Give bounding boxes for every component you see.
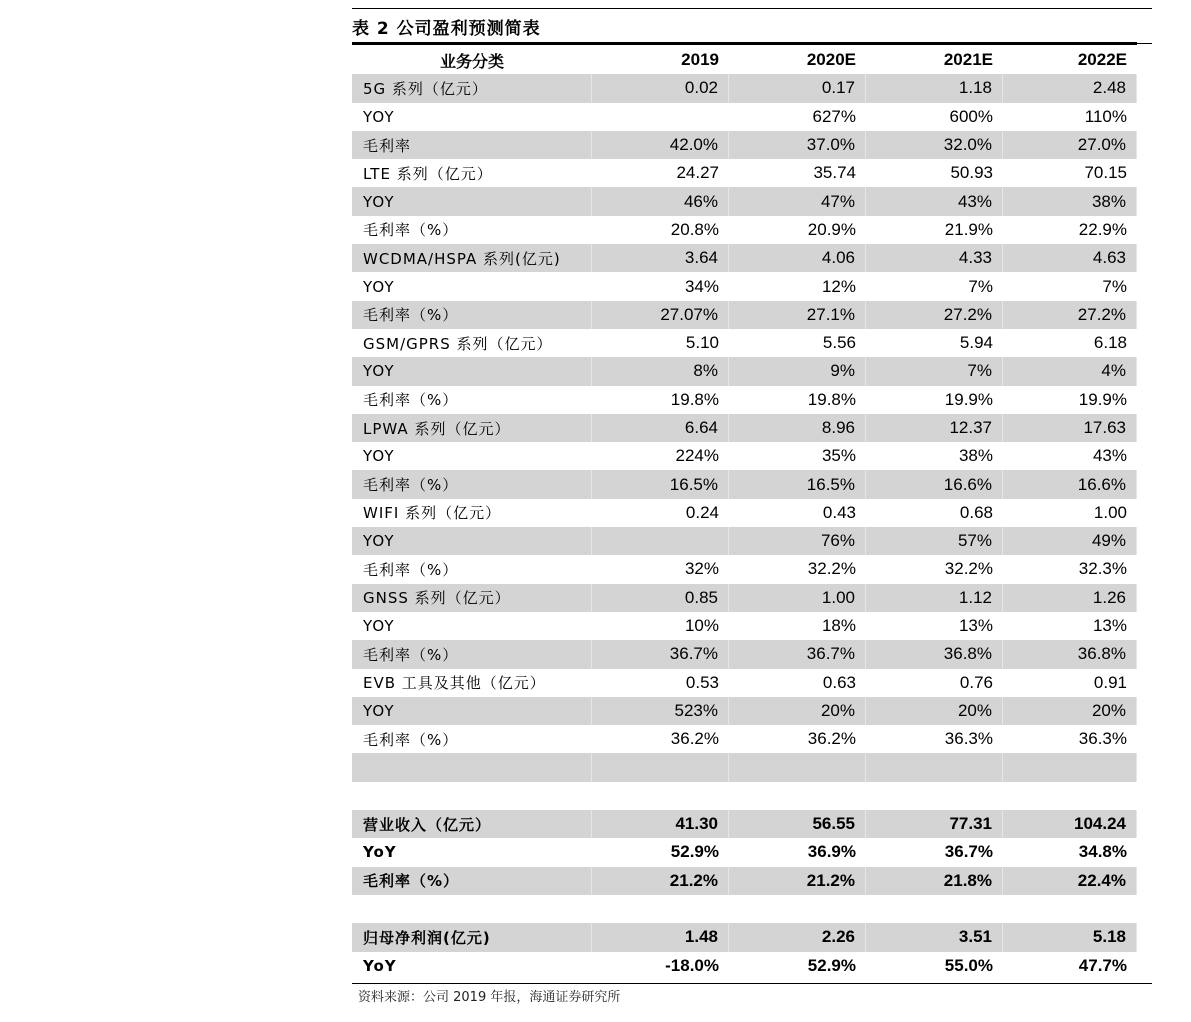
row-value-cell: 41.30 — [592, 810, 729, 838]
header-category: 业务分类 — [439, 51, 504, 71]
row-value-cell: 46% — [592, 187, 729, 215]
row-label: YOY — [363, 107, 395, 126]
table-title: 表 2 公司盈利预测简表 — [352, 19, 541, 39]
table-row — [352, 669, 1137, 697]
row-value-cell: 52.9% — [670, 842, 719, 862]
row-value-cell: 0.85 — [592, 584, 729, 612]
row-value-cell: 24.27 — [676, 163, 719, 183]
row-value-cell: 16.5% — [729, 470, 866, 498]
row-value-cell: 47.7% — [1078, 955, 1127, 975]
row-value-cell: 27.2% — [1003, 301, 1137, 329]
row-label: 毛利率 — [352, 131, 592, 159]
header-2019: 2019 — [681, 50, 719, 70]
table-row — [352, 612, 1137, 640]
table-row — [352, 357, 1137, 385]
row-value-cell — [592, 753, 729, 781]
row-label: 毛利率（%） — [363, 391, 459, 410]
row-value-cell: 4% — [1003, 357, 1137, 385]
row-value-cell: 20.9% — [807, 219, 856, 239]
row-value-cell: 47% — [729, 187, 866, 215]
row-value-cell: 77.31 — [866, 810, 1003, 838]
table-row — [352, 386, 1137, 414]
row-value-cell — [592, 782, 729, 810]
table-row — [352, 697, 1137, 725]
row-value-cell: 1.12 — [866, 584, 1003, 612]
row-label: YoY — [363, 956, 397, 975]
row-value-cell: 12.37 — [866, 414, 1003, 442]
row-value-cell: 38% — [1003, 187, 1137, 215]
row-label: WCDMA/HSPA 系列(亿元) — [352, 244, 592, 272]
row-value-cell — [866, 753, 1003, 781]
row-value-cell: 27.07% — [592, 301, 729, 329]
row-value-cell: 523% — [592, 697, 729, 725]
table-row — [352, 838, 1137, 866]
row-value-cell: 5.18 — [1003, 923, 1137, 951]
row-value-cell: 5.10 — [685, 333, 719, 353]
row-value-cell: 0.17 — [729, 74, 866, 102]
row-label: GNSS 系列（亿元） — [352, 584, 592, 612]
row-label: YOY — [352, 697, 592, 725]
row-value-cell — [729, 782, 866, 810]
row-label — [352, 753, 592, 781]
row-value-cell: 6.18 — [1093, 333, 1127, 353]
row-value-cell: 36.9% — [807, 842, 856, 862]
row-value-cell: 36.2% — [807, 729, 856, 749]
table-row — [352, 640, 1137, 668]
row-label: YOY — [363, 617, 395, 636]
row-value-cell: 600% — [949, 106, 993, 126]
table-row — [352, 442, 1137, 470]
row-value-cell — [866, 895, 1003, 923]
row-value-cell: 13% — [1092, 616, 1127, 636]
row-value-cell: 0.43 — [822, 502, 856, 522]
row-label — [352, 895, 592, 923]
row-value-cell: 0.91 — [1093, 672, 1127, 692]
header-2022e: 2022E — [1077, 50, 1127, 70]
row-value-cell: 32.3% — [1078, 559, 1127, 579]
row-value-cell: 12% — [821, 276, 856, 296]
row-value-cell: 104.24 — [1003, 810, 1137, 838]
row-label: WIFI 系列（亿元） — [363, 504, 502, 523]
table-row — [352, 159, 1137, 187]
row-label: 营业收入（亿元） — [352, 810, 592, 838]
row-value-cell: 32.0% — [866, 131, 1003, 159]
row-value-cell: 224% — [675, 446, 719, 466]
row-value-cell: 34% — [684, 276, 719, 296]
row-value-cell — [1003, 895, 1137, 923]
row-label: YOY — [363, 277, 395, 296]
row-value-cell: 42.0% — [592, 131, 729, 159]
row-value-cell: 1.26 — [1003, 584, 1137, 612]
table-row — [352, 499, 1137, 527]
row-value-cell: 50.93 — [950, 163, 993, 183]
row-value-cell: 6.64 — [592, 414, 729, 442]
row-value-cell: 35.74 — [813, 163, 856, 183]
row-value-cell: 21.2% — [729, 867, 866, 895]
table-row — [352, 895, 1137, 923]
row-value-cell: 17.63 — [1003, 414, 1137, 442]
row-value-cell: 32.2% — [807, 559, 856, 579]
table-row — [352, 74, 1137, 102]
table-header-row — [352, 46, 1137, 74]
row-value-cell: 18% — [821, 616, 856, 636]
row-value-cell: 3.51 — [866, 923, 1003, 951]
row-value-cell: 22.9% — [1078, 219, 1127, 239]
row-value-cell: 36.8% — [866, 640, 1003, 668]
row-value-cell: 10% — [684, 616, 719, 636]
table-row — [352, 470, 1137, 498]
row-value-cell — [729, 895, 866, 923]
table-row — [352, 414, 1137, 442]
row-value-cell: 36.3% — [944, 729, 993, 749]
row-value-cell: 36.2% — [670, 729, 719, 749]
row-value-cell: 37.0% — [729, 131, 866, 159]
row-value-cell — [866, 782, 1003, 810]
table-row — [352, 272, 1137, 300]
row-value-cell: 36.7% — [729, 640, 866, 668]
row-value-cell: 49% — [1003, 527, 1137, 555]
source-note: 资料来源：公司 2019 年报，海通证券研究所 — [358, 990, 621, 1005]
bottom-rule — [352, 983, 1152, 984]
row-value-cell — [1003, 782, 1137, 810]
row-value-cell: 7% — [866, 357, 1003, 385]
table-row — [352, 782, 1137, 810]
row-value-cell — [1003, 753, 1137, 781]
row-value-cell: 110% — [1084, 106, 1127, 126]
row-value-cell: 36.3% — [1078, 729, 1127, 749]
row-label: GSM/GPRS 系列（亿元） — [363, 334, 553, 353]
table-row — [352, 131, 1137, 159]
row-label: 毛利率（%） — [352, 301, 592, 329]
header-2020e: 2020E — [806, 50, 856, 70]
row-value-cell: 16.6% — [1003, 470, 1137, 498]
table-row — [352, 244, 1137, 272]
row-value-cell: 5.94 — [959, 333, 993, 353]
row-value-cell: 36.8% — [1003, 640, 1137, 668]
row-value-cell: 5.56 — [822, 333, 856, 353]
row-value-cell: 43% — [866, 187, 1003, 215]
row-value-cell: 43% — [1092, 446, 1127, 466]
table-row — [352, 329, 1137, 357]
row-value-cell: 20% — [866, 697, 1003, 725]
row-value-cell: 20% — [729, 697, 866, 725]
row-value-cell: 13% — [958, 616, 993, 636]
top-rule — [352, 8, 1152, 9]
row-value-cell: 55.0% — [944, 955, 993, 975]
row-value-cell: 27.1% — [729, 301, 866, 329]
table-row — [352, 952, 1137, 980]
table-row — [352, 555, 1137, 583]
row-value-cell: 19.8% — [807, 389, 856, 409]
table-row — [352, 810, 1137, 838]
row-value-cell: 8% — [592, 357, 729, 385]
row-value-cell: 21.9% — [944, 219, 993, 239]
table-row — [352, 216, 1137, 244]
row-label: 归母净利润(亿元) — [352, 923, 592, 951]
table-row — [352, 923, 1137, 951]
row-value-cell: 36.7% — [944, 842, 993, 862]
row-value-cell: 8.96 — [729, 414, 866, 442]
row-value-cell: 56.55 — [729, 810, 866, 838]
row-value-cell: 0.76 — [959, 672, 993, 692]
row-value-cell: 0.68 — [959, 502, 993, 522]
row-value-cell — [592, 103, 729, 131]
row-value-cell: 52.9% — [807, 955, 856, 975]
row-value-cell: 20% — [1003, 697, 1137, 725]
row-value-cell: 0.53 — [685, 672, 719, 692]
row-label: YOY — [352, 527, 592, 555]
row-value-cell: 76% — [729, 527, 866, 555]
row-value-cell: 4.33 — [866, 244, 1003, 272]
table-row — [352, 301, 1137, 329]
row-value-cell: 0.02 — [592, 74, 729, 102]
row-label: YOY — [363, 447, 395, 466]
row-value-cell — [592, 895, 729, 923]
row-value-cell: 32.2% — [944, 559, 993, 579]
row-value-cell: 627% — [812, 106, 856, 126]
row-value-cell: 34.8% — [1078, 842, 1127, 862]
row-label: 毛利率（%） — [352, 640, 592, 668]
row-value-cell: 27.0% — [1003, 131, 1137, 159]
row-label: LTE 系列（亿元） — [363, 164, 493, 183]
row-value-cell: 19.8% — [670, 389, 719, 409]
row-label: YOY — [352, 187, 592, 215]
row-value-cell: 4.63 — [1003, 244, 1137, 272]
row-value-cell: 1.00 — [1093, 502, 1127, 522]
row-value-cell: 36.7% — [592, 640, 729, 668]
row-value-cell: 1.00 — [729, 584, 866, 612]
table-row — [352, 753, 1137, 781]
row-value-cell: 16.6% — [866, 470, 1003, 498]
row-label: 毛利率（%） — [352, 470, 592, 498]
row-label: 毛利率（%） — [363, 730, 459, 749]
table-row — [352, 725, 1137, 753]
row-value-cell: 0.63 — [822, 672, 856, 692]
row-value-cell: 35% — [821, 446, 856, 466]
table-row — [352, 187, 1137, 215]
row-label: 毛利率（%） — [363, 221, 459, 240]
row-label: LPWA 系列（亿元） — [352, 414, 592, 442]
row-value-cell: 32% — [684, 559, 719, 579]
row-value-cell: 27.2% — [866, 301, 1003, 329]
row-value-cell: 1.18 — [866, 74, 1003, 102]
row-label: YoY — [363, 843, 397, 862]
header-rule — [352, 42, 1137, 45]
row-value-cell: 22.4% — [1003, 867, 1137, 895]
header-2021e: 2021E — [943, 50, 993, 70]
row-value-cell — [592, 527, 729, 555]
row-value-cell: 7% — [968, 276, 993, 296]
table-row — [352, 527, 1137, 555]
row-value-cell: 16.5% — [592, 470, 729, 498]
row-value-cell: 7% — [1102, 276, 1127, 296]
row-value-cell: 1.48 — [592, 923, 729, 951]
row-value-cell: 0.24 — [685, 502, 719, 522]
table-row — [352, 867, 1137, 895]
forecast-table — [352, 46, 1137, 980]
row-label — [352, 782, 592, 810]
table-row — [352, 584, 1137, 612]
row-value-cell: 2.26 — [729, 923, 866, 951]
row-label: 毛利率（%） — [352, 867, 592, 895]
row-value-cell: 3.64 — [592, 244, 729, 272]
row-value-cell: 19.9% — [1078, 389, 1127, 409]
header-rule-extension — [1137, 43, 1152, 44]
row-value-cell: 21.8% — [866, 867, 1003, 895]
row-value-cell: 20.8% — [670, 219, 719, 239]
row-label: YOY — [352, 357, 592, 385]
row-value-cell: 21.2% — [592, 867, 729, 895]
row-value-cell: -18.0% — [665, 955, 719, 975]
row-value-cell — [729, 753, 866, 781]
row-value-cell: 4.06 — [729, 244, 866, 272]
row-value-cell: 19.9% — [944, 389, 993, 409]
row-value-cell: 70.15 — [1084, 163, 1127, 183]
row-label: 毛利率（%） — [363, 560, 459, 579]
row-label: 5G 系列（亿元） — [352, 74, 592, 102]
row-value-cell: 57% — [866, 527, 1003, 555]
row-value-cell: 2.48 — [1003, 74, 1137, 102]
table-row — [352, 103, 1137, 131]
row-value-cell: 9% — [729, 357, 866, 385]
row-label: EVB 工具及其他（亿元） — [363, 674, 546, 693]
row-value-cell: 38% — [958, 446, 993, 466]
